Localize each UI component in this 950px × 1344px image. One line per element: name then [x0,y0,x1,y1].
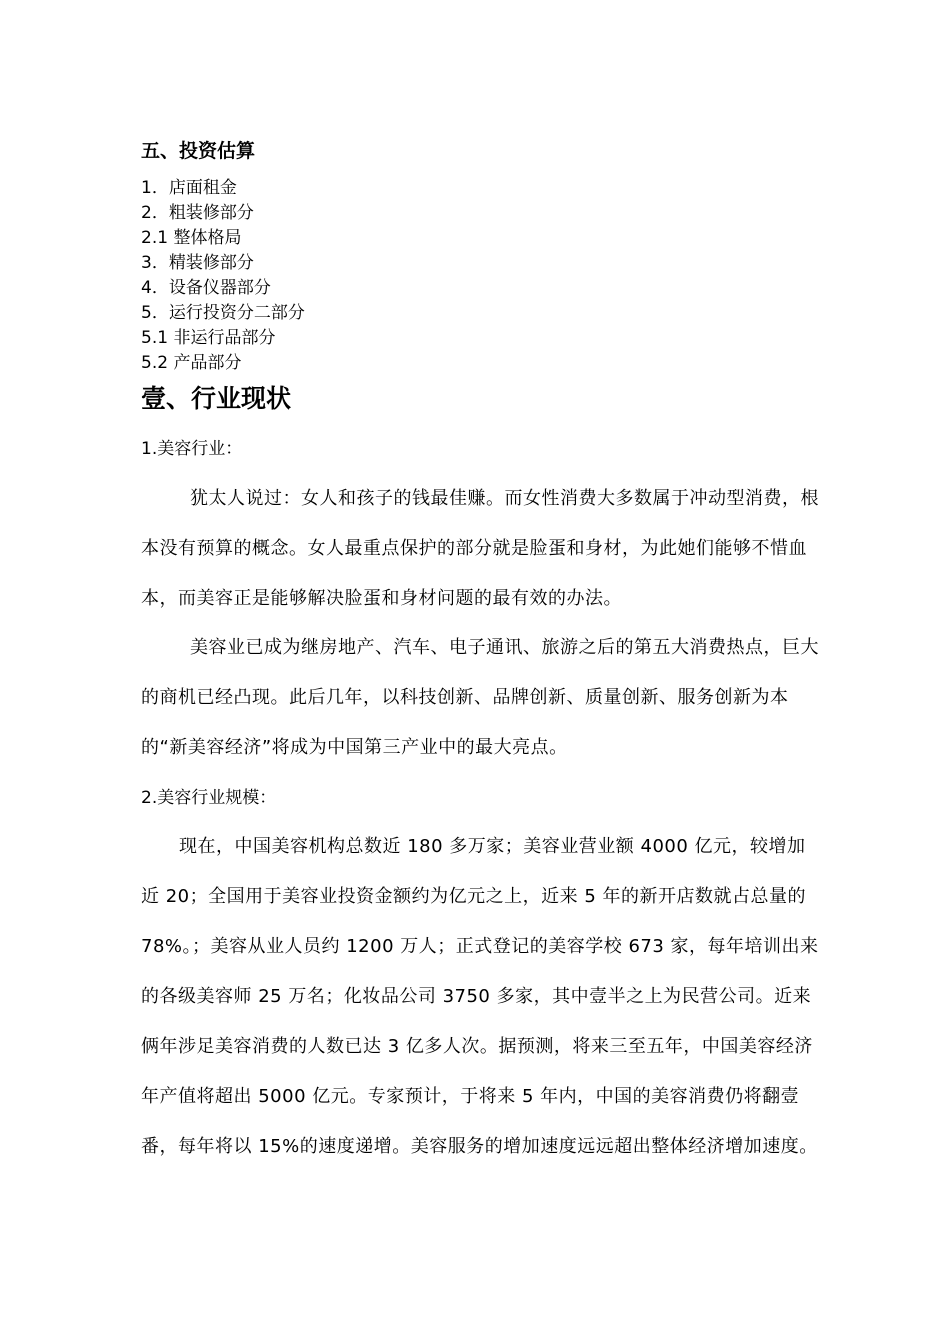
sub-heading-industry-scale: 2.美容行业规模： [141,788,277,808]
paragraph-industry-scale: 现在，中国美容机构总数近 180 多万家；美容业营业额 4000 亿元，较增加近 20；全国用于美容业投资金额约为亿元之上，近来 5 年的新开店数就占总量的 78%。；美容从业人员约 1200 万人；正式登记的美容学校 673 家，每年培训出来的各级美容师 25 万名；化妆品公司 3750 多家，其中壹半之上为民营公司。近来俩年涉足美容消费的人数已达 3 亿多人次。据预测，将来三至五年，中国美容经济年产值将超出 5000 亿元。专家预计，于将来 5 年内，中国的美容消费仍将翻壹番，每年将以 15%的速度递增。美容服务的增加速度远远超出整体经济增加速度。 [141,836,819,1157]
list-item: 2.1 整体格局 [141,228,242,248]
list-item: 5．运行投资分二部分 [141,303,305,323]
list-item: 5.1 非运行品部分 [141,328,276,348]
paragraph-consumer-behavior: 犹太人说过：女人和孩子的钱最佳赚。而女性消费大多数属于冲动型消费，根本没有预算的概念。女人最重点保护的部分就是脸蛋和身材，为此她们能够不惜血本，而美容正是能够解决脸蛋和身材问题的最有效的办法。 [141,488,819,609]
list-item: 3．精装修部分 [141,253,254,273]
section-heading-investment-estimate: 五、投资估算 [141,140,256,162]
sub-heading-beauty-industry: 1.美容行业： [141,439,243,459]
list-item: 2．粗装修部分 [141,203,254,223]
list-item: 5.2 产品部分 [141,353,242,373]
investment-item-list [141,176,305,376]
list-item: 4．设备仪器部分 [141,278,271,298]
chapter-heading-industry-status: 壹、行业现状 [141,384,292,413]
paragraph-industry-hotspot: 美容业已成为继房地产、汽车、电子通讯、旅游之后的第五大消费热点，巨大的商机已经凸现。此后几年，以科技创新、品牌创新、质量创新、服务创新为本的“新美容经济”将成为中国第三产业中的最大亮点。 [141,637,819,758]
list-item: 1．店面租金 [141,178,237,198]
